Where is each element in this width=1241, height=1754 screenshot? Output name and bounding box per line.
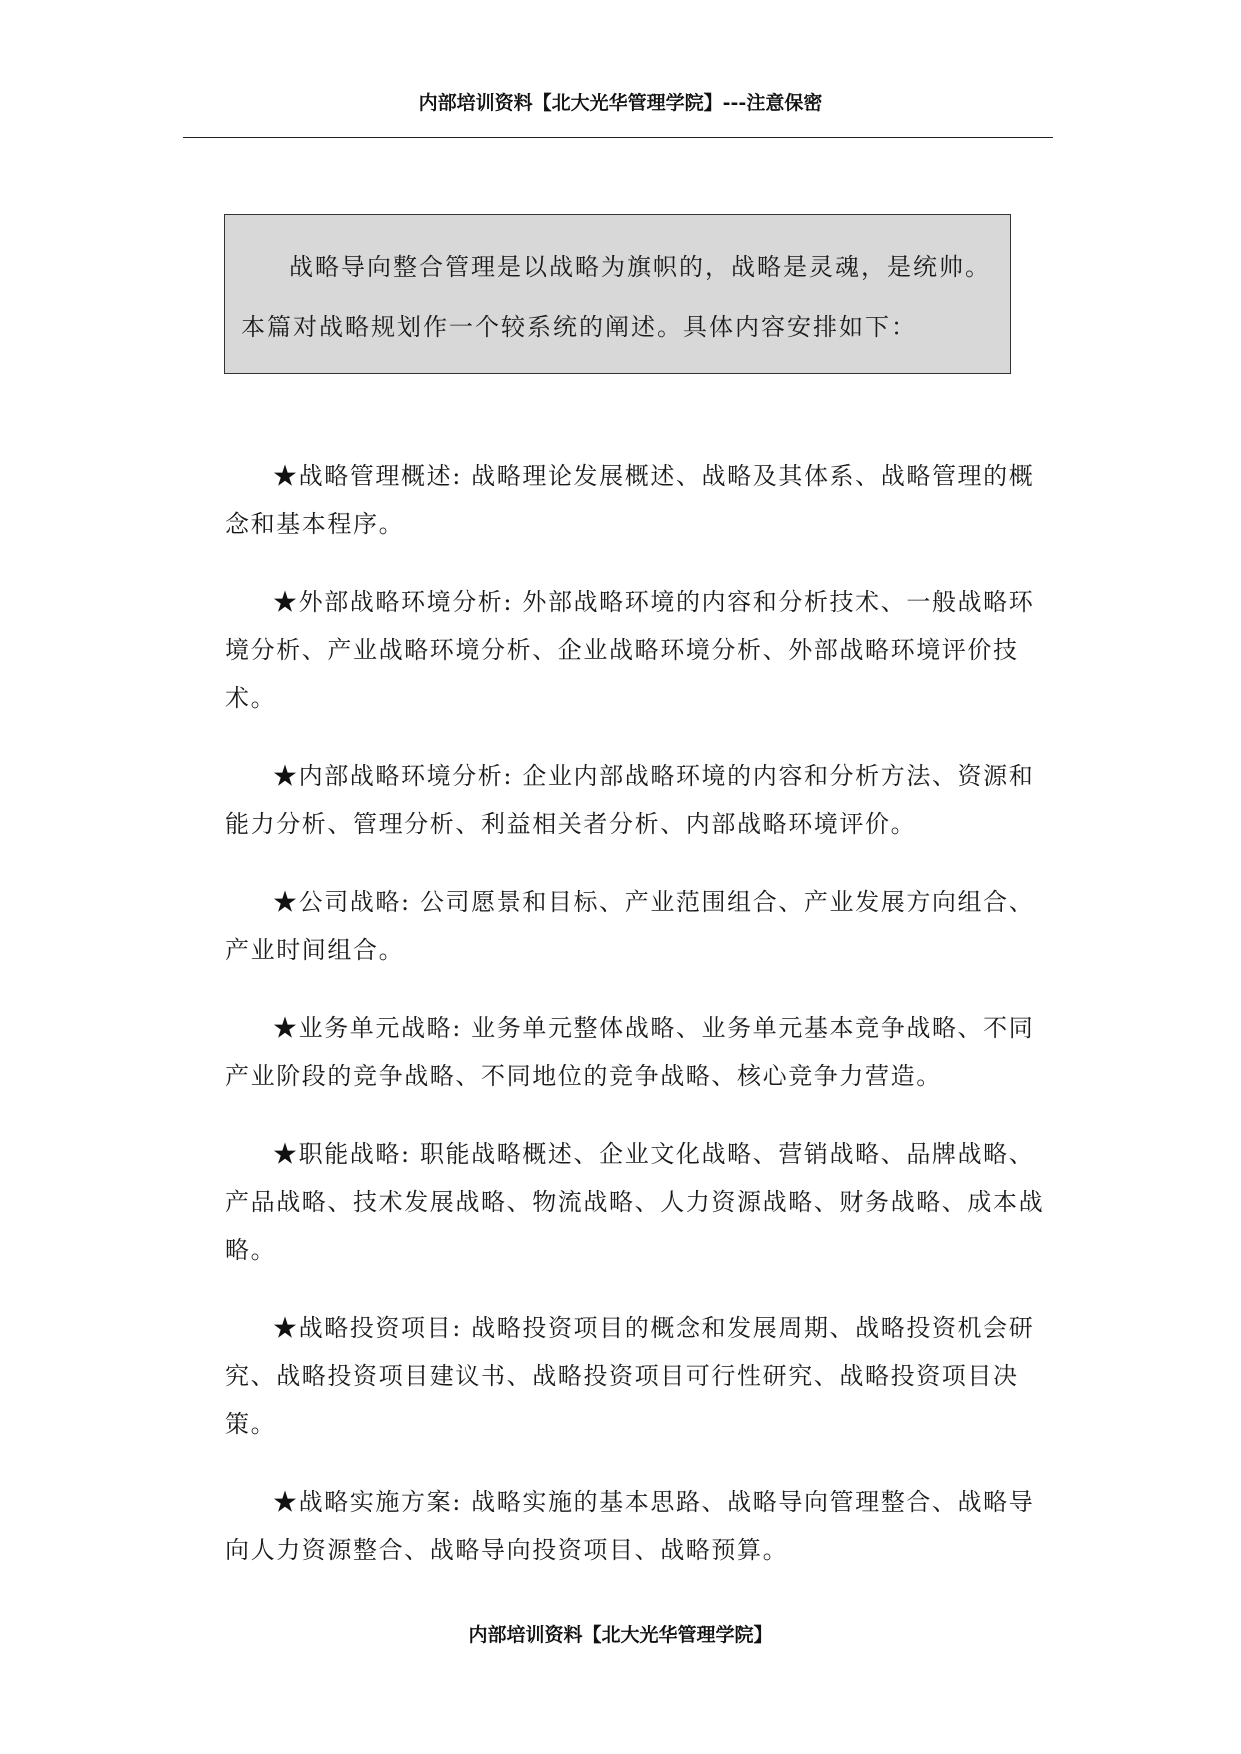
item-body: 外部战略环境的内容和分析技术、一般战略环境分析、产业战略环境分析、企业战略环境分析、外部战略环境评价技术。	[225, 588, 1035, 712]
header-divider	[183, 137, 1053, 138]
star-icon: ★	[273, 1140, 299, 1168]
star-icon: ★	[273, 462, 299, 490]
item-body: 战略理论发展概述、战略及其体系、战略管理的概念和基本程序。	[225, 462, 1035, 538]
list-item: ★业务单元战略: 业务单元整体战略、业务单元基本竞争战略、不同产业阶段的竞争战略、不同地位的竞争战略、核心竞争力营造。	[225, 1014, 1035, 1090]
item-title: 内部战略环境分析	[298, 762, 504, 790]
list-item: ★战略投资项目: 战略投资项目的概念和发展周期、战略投资机会研究、战略投资项目建议书、战略投资项目可行性研究、战略投资项目决策。	[225, 1314, 1035, 1438]
star-icon: ★	[273, 888, 299, 916]
item-title: 战略管理概述	[298, 462, 453, 490]
item-body: 公司愿景和目标、产业范围组合、产业发展方向组合、产业时间组合。	[225, 888, 1035, 964]
item-body: 企业内部战略环境的内容和分析方法、资源和能力分析、管理分析、利益相关者分析、内部战略环境评价。	[225, 762, 1035, 838]
item-title: 战略实施方案	[298, 1488, 453, 1516]
list-item: ★战略实施方案: 战略实施的基本思路、战略导向管理整合、战略导向人力资源整合、战略导向投资项目、战略预算。	[225, 1488, 1035, 1564]
page-header: 内部培训资料【北大光华管理学院】---注意保密	[418, 92, 823, 114]
star-icon: ★	[273, 1014, 299, 1042]
content-list	[225, 452, 1051, 1604]
item-body: 职能战略概述、企业文化战略、营销战略、品牌战略、产品战略、技术发展战略、物流战略、人力资源战略、财务战略、成本战略。	[225, 1140, 1045, 1264]
list-item: ★外部战略环境分析: 外部战略环境的内容和分析技术、一般战略环境分析、产业战略环境分析、企业战略环境分析、外部战略环境评价技术。	[225, 588, 1035, 712]
item-title: 业务单元战略	[298, 1014, 453, 1042]
page-footer: 内部培训资料【北大光华管理学院】	[468, 1624, 773, 1646]
list-item: ★战略管理概述: 战略理论发展概述、战略及其体系、战略管理的概念和基本程序。	[225, 462, 1035, 538]
list-item: ★公司战略: 公司愿景和目标、产业范围组合、产业发展方向组合、产业时间组合。	[225, 888, 1035, 964]
item-title: 外部战略环境分析	[298, 588, 504, 616]
list-item: ★职能战略: 职能战略概述、企业文化战略、营销战略、品牌战略、产品战略、技术发展战略、物流战略、人力资源战略、财务战略、成本战略。	[225, 1140, 1045, 1264]
item-body: 战略实施的基本思路、战略导向管理整合、战略导向人力资源整合、战略导向投资项目、战略预算。	[225, 1488, 1035, 1564]
star-icon: ★	[273, 1488, 299, 1516]
item-title: 战略投资项目	[298, 1314, 453, 1342]
star-icon: ★	[273, 588, 299, 616]
list-item: ★内部战略环境分析: 企业内部战略环境的内容和分析方法、资源和能力分析、管理分析、利益相关者分析、内部战略环境评价。	[225, 762, 1035, 838]
intro-box: 战略导向整合管理是以战略为旗帜的，战略是灵魂，是统帅。本篇对战略规划作一个较系统的阐述。具体内容安排如下：	[224, 214, 1011, 374]
item-body: 业务单元整体战略、业务单元基本竞争战略、不同产业阶段的竞争战略、不同地位的竞争战略、核心竞争力营造。	[225, 1014, 1035, 1090]
item-title: 职能战略	[298, 1140, 402, 1168]
star-icon: ★	[273, 1314, 299, 1342]
item-body: 战略投资项目的概念和发展周期、战略投资机会研究、战略投资项目建议书、战略投资项目可行性研究、战略投资项目决策。	[225, 1314, 1035, 1438]
item-title: 公司战略	[298, 888, 402, 916]
star-icon: ★	[273, 762, 299, 790]
